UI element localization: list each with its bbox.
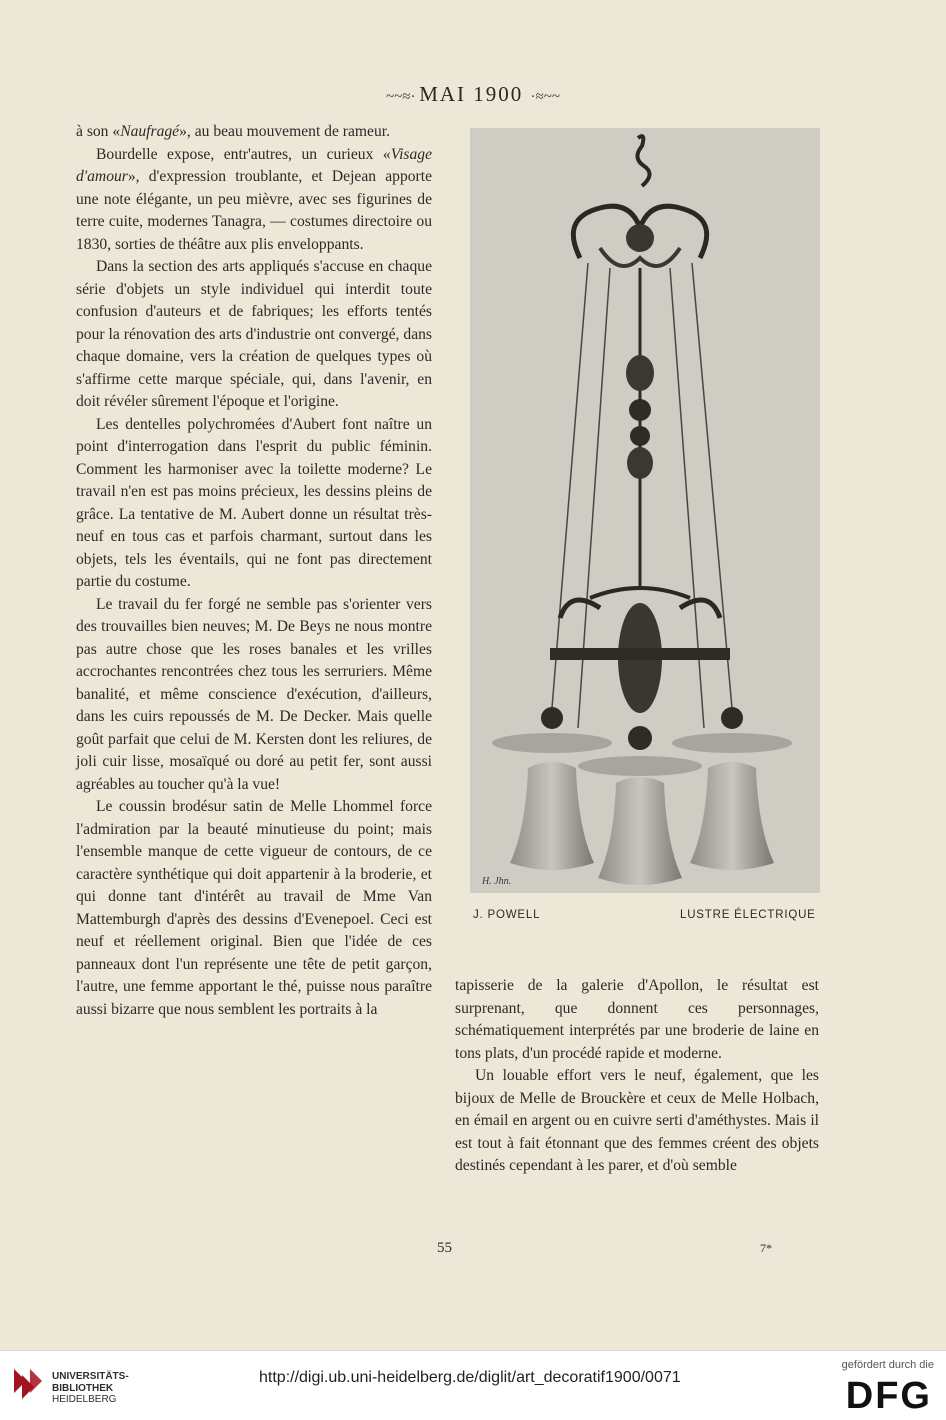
- dfg-logo[interactable]: DFG: [845, 1375, 932, 1417]
- plate-signature: H. Jhn.: [482, 876, 512, 887]
- right-text-column: [455, 975, 819, 1178]
- ornament-left: ~~≈·: [385, 89, 420, 105]
- paragraph: à son «Naufragé», au beau mouvement de rameur.: [76, 123, 390, 140]
- lamp-shade: [578, 726, 702, 885]
- funding-label: gefördert durch die: [841, 1359, 934, 1371]
- page-number: 55: [437, 1240, 452, 1256]
- paragraph: Dans la section des arts appliqués s'accuse en chaque série d'objets un style individuel qui interdit toute confusion d'auteurs et de fabriques; les efforts tentés pour la rénovation des arts d'industrie ont convergé, dans chaque domaine, vers la création de quelques types où s'affirme cette marque spéciale, qui, dans l'avenir, en doit révéler sûrement l'époque et l'origine.: [76, 258, 432, 410]
- viewer-footer: [0, 1350, 946, 1420]
- paragraph: Bourdelle expose, entr'autres, un curieux «Visage d'amour», d'expression troublante, et Dejean apporte une note élégante, un peu mièvre, avec ses figurines de terre cuite, modernes Tanagra, — costumes directoire ou 1830, sorties de théâtre aux plis enveloppants.: [76, 145, 432, 253]
- lamp-shade: [672, 707, 792, 870]
- signature-mark: 7*: [760, 1241, 772, 1255]
- figure-plate: [470, 128, 820, 893]
- chandelier-illustration: [470, 128, 820, 893]
- paragraph: Les dentelles polychromées d'Aubert font naître un point d'interrogation dans l'esprit du public féminin. Comment les harmoniser avec la toilette moderne? Le travail n'en est pas moins précieux, les dessins pleins de grâce. La tentative de M. Aubert donne un résultat très-neuf en tous cas et parfois charmant, surtout dans les objets, tels les éventails, qui ne font pas directement partie du costume.: [76, 415, 432, 590]
- university-logo-icon[interactable]: [12, 1363, 44, 1405]
- caption-title: LUSTRE ÉLECTRIQUE: [680, 909, 816, 921]
- library-name[interactable]: UNIVERSITÄTS- BIBLIOTHEK HEIDELBERG: [52, 1371, 129, 1405]
- paragraph: Le coussin brodésur satin de Melle Lhommel force l'admiration par la beauté minutieuse du point; mais l'ensemble manque de cette vigueur de contours, de ce caractère synthétique qui doit appartenir à la broderie, et qui donne tant d'intérêt au travail de Mme Van Mattemburgh d'après des dessins d'Evenepoel. Ceci est neuf et réellement original. Bien que l'idée de ces panneaux dont l'un représente une tête de petit garçon, l'autre, une femme apportant le thé, puisse nous paraître aussi bizarre que nous semblent les portraits à la: [76, 798, 432, 1018]
- running-header: [0, 82, 946, 107]
- left-text-column: [76, 121, 432, 1021]
- lamp-shade: [492, 707, 612, 870]
- caption-artist: J. POWELL: [473, 909, 541, 921]
- paragraph: Le travail du fer forgé ne semble pas s'orienter vers des trouvailles bien neuves; M. De Beys ne nous montre pas autre chose que les roses banales et les vrilles accrochantes rencontrées chez tous les serruriers. Même banalité, et même conscience d'exécution, d'ailleurs, dans les cuirs repoussés de M. De Decker. Mais quelle goût parfait que celui de M. Kersten dont les reliures, de joli cuir lisse, mosaïqué ou doré au petit fer, sont aussi agréables au toucher qu'à la vue!: [76, 595, 432, 793]
- paragraph: Un louable effort vers le neuf, également, que les bijoux de Melle de Brouckère et ceux de Melle Holbach, en émail en argent ou en cuivre serti d'améthystes. Mais il est tout à fait étonnant que des femmes créent des objets destinés cependant à les parer, et d'où semble: [455, 1067, 819, 1174]
- paragraph: tapisserie de la galerie d'Apollon, le résultat est surprenant, que donnent ces personnages, schématiquement interprétés par une broderie de laine en tons plats, d'un procédé rapide et moderne.: [455, 977, 819, 1062]
- header-title: MAI 1900: [419, 82, 524, 106]
- permalink-url[interactable]: http://digi.ub.uni-heidelberg.de/diglit/art_decoratif1900/0071: [259, 1369, 681, 1386]
- ornament-right: ·≈~~: [530, 89, 561, 105]
